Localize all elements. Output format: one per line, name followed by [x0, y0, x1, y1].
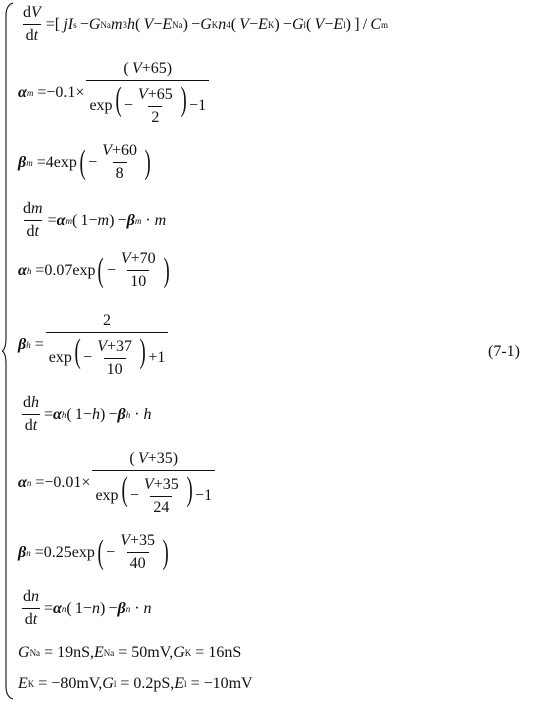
equation-alpha-m: α m =−0.1× ( V+65) exp( − $\frac{V+65}{2}$ ) −1	[18, 60, 211, 127]
equation-constants-1: G Na = 19nS, E Na = 50mV, G K = 16nS	[18, 644, 242, 661]
equation-beta-n: β n =0.25exp ( − $\frac{V+35}{40}$ )	[18, 532, 169, 572]
equation-number: (7-1)	[488, 343, 520, 360]
equation-beta-m: β m =4exp ( − $\frac{V+60}{8}$ )	[18, 142, 151, 182]
equation-alpha-h: α h =0.07exp ( − $\frac{V+70}{10}$ )	[18, 250, 170, 290]
equation-dm-dt: $\frac{dm}{dt}$ = α m ( 1− m ) − β m · m	[23, 200, 167, 240]
equation-beta-h: β h = 2 exp( − $\frac{V+37}{10}$ ) +1	[18, 312, 170, 379]
equation-alpha-n: α n =−0.01× ( V+35) exp( − $\frac{V+35}{24}$ ) −1	[18, 450, 217, 517]
equation-dh-dt: $\frac{dh}{dt}$ = α h ( 1− h ) − β h · h	[23, 394, 152, 434]
equation-constants-2: E K = −80mV, G l = 0.2pS, E l = −10mV	[18, 675, 253, 692]
equation-dn-dt: $\frac{dn}{dt}$ = α n ( 1− n ) − β n · n	[23, 588, 152, 628]
equation-dv-dt: $\frac{dV}{dt}$ =[ jI s − G Na m 3 h ( V − E Na ) − G K n 4 ( V − E K ) − G l ( V − E l ) ] / C m	[23, 4, 389, 44]
left-brace	[2, 2, 14, 700]
